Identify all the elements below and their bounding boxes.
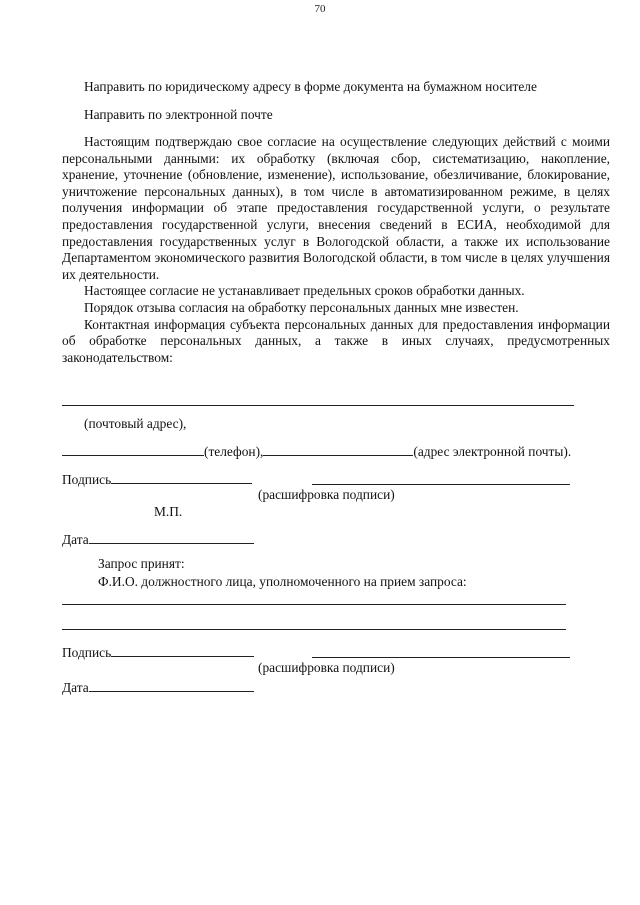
stamp-label: М.П. <box>154 504 183 519</box>
official-line-2 <box>62 629 566 630</box>
date2-line <box>89 678 254 692</box>
signature-row <box>62 470 252 488</box>
phone-label: (телефон), <box>204 444 264 459</box>
option-paper: Направить по юридическому адресу в форме документа на бумажном носителе <box>84 79 537 94</box>
consent-revoke: Порядок отзыва согласия на обработку персональных данных мне известен. <box>84 299 519 315</box>
consent-term: Настоящее согласие не устанавливает предельных сроков обработки данных. <box>84 283 525 299</box>
signature-line <box>111 470 252 484</box>
phone-line <box>62 442 204 456</box>
phone-email-row <box>62 442 571 460</box>
signature-decode-label: (расшифровка подписи) <box>258 487 395 502</box>
email-label: (адрес электронной почты). <box>413 444 572 459</box>
date2-label: Дата <box>62 680 89 695</box>
signature2-row <box>62 643 254 661</box>
date-row <box>62 530 254 548</box>
signature2-label: Подпись <box>62 645 112 660</box>
consent-contact: Контактная информация субъекта персональных данных для предоставления информации об обработке персональных данных, а также в иных случаях, предусмотренных законодательством: <box>62 316 610 365</box>
date-line <box>89 530 254 544</box>
request-accepted: Запрос принят: <box>98 556 185 571</box>
official-label: Ф.И.О. должностного лица, уполномоченного на прием запроса: <box>98 574 467 589</box>
consent-paragraph: Настоящим подтверждаю свое согласие на осуществление следующих действий с моими персональными данными: их обработку (включая сбор, систематизацию, накопление, хранение, уточнение (обновление, изменение), использование, обезличивание, блокирование, уничтожение персональных данных), в том числе в автоматизированном режиме, в целях получения информации об этапе предоставления государственной услуги, о результате предоставления государственной услуги, внесения сведений в ЕСИА, необходимой для предоставления государственных услуг в Вологодской области, а также их использование Департаментом экономического развития Вологодской области, в том числе в целях улучшения их деятельности. <box>62 134 610 282</box>
signature2-line <box>111 643 254 657</box>
option-email: Направить по электронной почте <box>84 107 273 122</box>
signature2-decode-label: (расшифровка подписи) <box>258 660 395 675</box>
email-line <box>263 442 413 456</box>
signature-decode-line <box>312 484 570 485</box>
signature2-decode-line <box>312 657 570 658</box>
date-label: Дата <box>62 532 89 547</box>
official-line-1 <box>62 604 566 605</box>
page-number: 70 <box>314 3 326 15</box>
document-body <box>62 78 610 366</box>
postal-label: (почтовый адрес), <box>84 416 187 431</box>
date2-row <box>62 678 254 696</box>
signature-label: Подпись <box>62 472 112 487</box>
contact-address-line <box>62 405 574 406</box>
